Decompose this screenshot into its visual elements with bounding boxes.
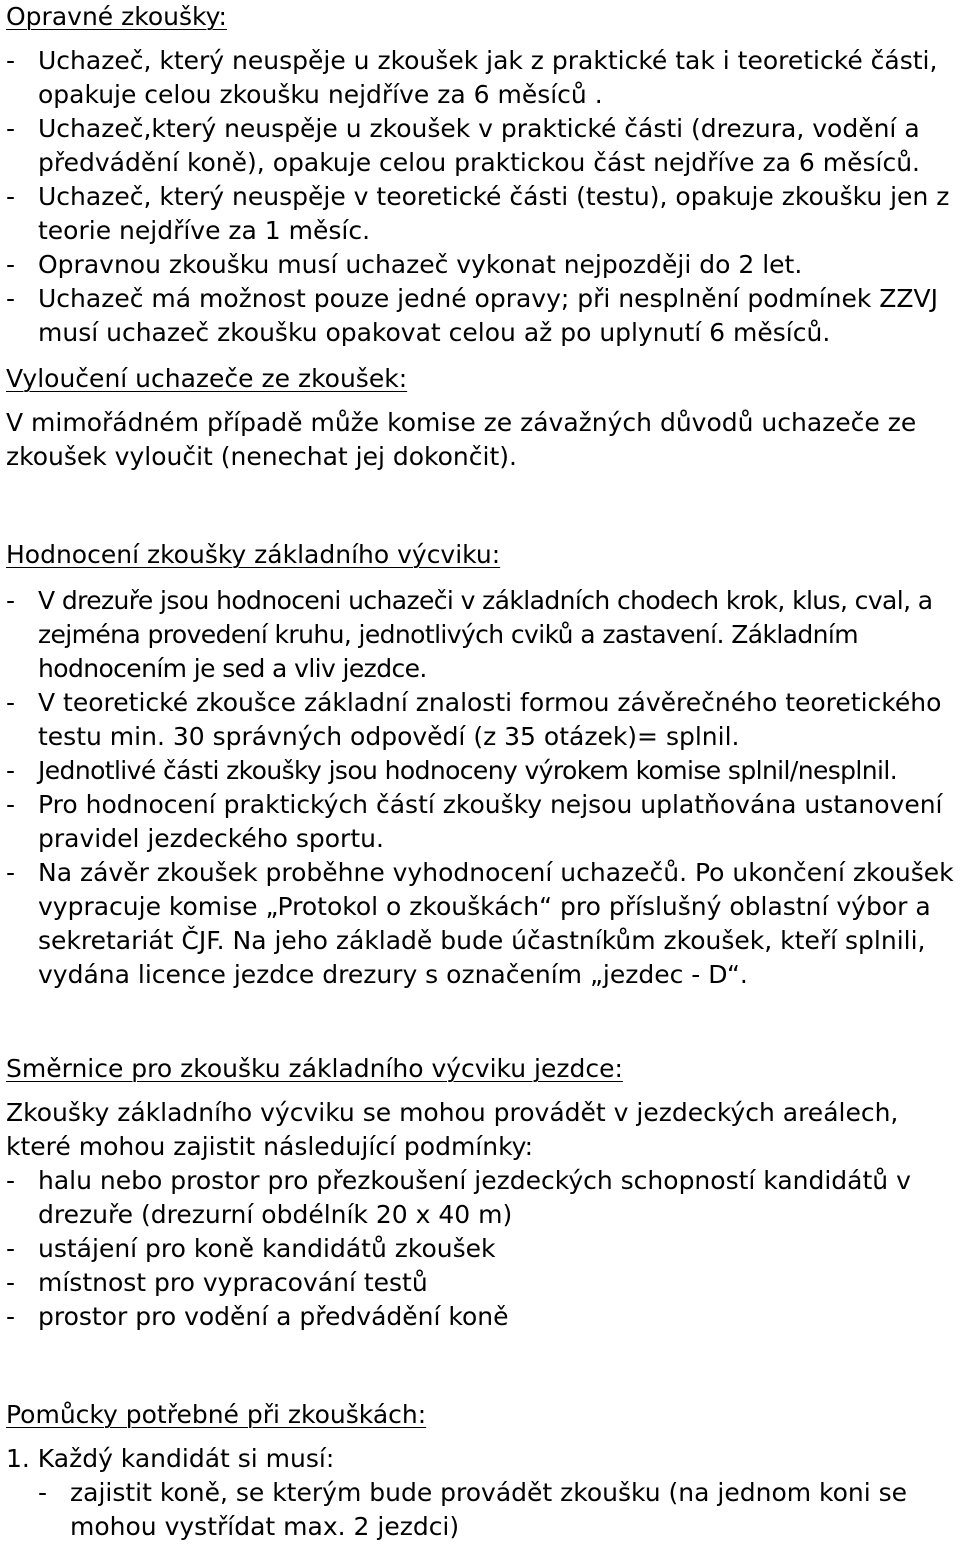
list-item: - Pro hodnocení praktických částí zkoušky nejsou uplatňována ustanovení pravidel jezdeckého sportu. <box>6 790 943 853</box>
list-item: - Jednotlivé části zkoušky jsou hodnoceny výrokem komise splnil/nesplnil. <box>6 756 898 785</box>
list-item: - ustájení pro koně kandidátů zkoušek <box>6 1234 496 1263</box>
sub-heading: 1. Každý kandidát si musí: <box>6 1444 335 1473</box>
list-item: - V teoretické zkoušce základní znalosti formou závěrečného teoretického testu min. 30 správných odpovědí (z 35 otázek)= splnil. <box>6 688 942 751</box>
paragraph: Zkoušky základního výcviku se mohou provádět v jezdeckých areálech, které mohou zajistit následující podmínky: <box>6 1098 899 1161</box>
section-heading: Hodnocení zkoušky základního výcviku: <box>6 540 501 569</box>
section-heading: Pomůcky potřebné při zkouškách: <box>6 1400 427 1429</box>
list-item: - Uchazeč má možnost pouze jedné opravy; při nesplnění podmínek ZZVJ musí uchazeč zkoušku opakovat celou až po uplynutí 6 měsíců. <box>6 284 939 347</box>
list-item: - Opravnou zkoušku musí uchazeč vykonat nejpozději do 2 let. <box>6 250 803 279</box>
section-hodnoceni <box>6 538 960 992</box>
list-item: - Uchazeč,který neuspěje u zkoušek v praktické části (drezura, vodění a předvádění koně), opakuje celou praktickou část nejdříve za 6 měsíců. <box>6 114 920 177</box>
section-heading: Směrnice pro zkoušku základního výcviku jezdce: <box>6 1054 623 1083</box>
section-heading: Vyloučení uchazeče ze zkoušek: <box>6 364 408 393</box>
section-vylouceni <box>6 362 956 474</box>
list-item: - halu nebo prostor pro přezkoušení jezdeckých schopností kandidátů v drezuře (drezurní obdélník 20 x 40 m) <box>6 1166 911 1229</box>
list-item: - Uchazeč, který neuspěje u zkoušek jak z praktické tak i teoretické části, opakuje celou zkoušku nejdříve za 6 měsíců . <box>6 46 938 109</box>
list-item: - zajistit koně, se kterým bude provádět zkoušku (na jednom koni se mohou vystřídat max. 2 jezdci) <box>38 1478 908 1541</box>
list-item: - místnost pro vypracování testů <box>6 1268 428 1297</box>
list-item: - prostor pro vodění a předvádění koně <box>6 1302 509 1331</box>
section-heading: Opravné zkoušky: <box>6 2 227 31</box>
paragraph: V mimořádném případě může komise ze závažných důvodů uchazeče ze zkoušek vyloučit (nenechat jej dokončit). <box>6 408 917 471</box>
list-item: - Na závěr zkoušek proběhne vyhodnocení uchazečů. Po ukončení zkoušek vypracuje komise „Protokol o zkouškách“ pro příslušný oblastní výbor a sekretariát ČJF. Na jeho základě bude účastníkům zkoušek, kteří splnili, vydána licence jezdce drezury s označením „jezdec - D“. <box>6 858 954 989</box>
section-opravne <box>6 0 956 350</box>
section-smernice <box>6 1052 956 1334</box>
list-item: - V drezuře jsou hodnoceni uchazeči v základních chodech krok, klus, cval, a zejména provedení kruhu, jednotlivých cviků a zastavení. Základním hodnocením je sed a vliv jezdce. <box>6 586 933 683</box>
list-item: - Uchazeč, který neuspěje v teoretické části (testu), opakuje zkoušku jen z teorie nejdříve za 1 měsíc. <box>6 182 950 245</box>
section-pomucky <box>6 1398 956 1544</box>
